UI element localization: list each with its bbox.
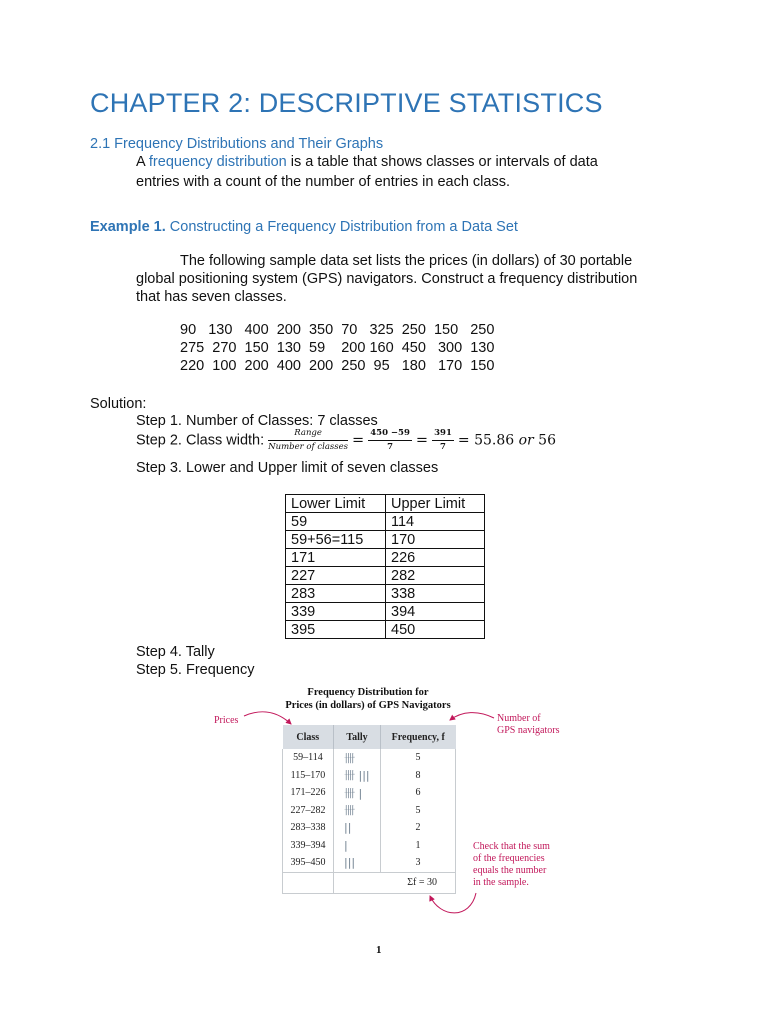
prices-arrow xyxy=(244,712,291,724)
fraction-numerator: 450 −59 xyxy=(368,428,412,441)
class-cell: 283–338 xyxy=(290,822,326,834)
frequency-cell: 2 xyxy=(381,819,456,837)
tally-cell: 卌 xyxy=(334,802,381,820)
frequency-cell: 3 xyxy=(381,854,456,872)
solution-label: Solution: xyxy=(90,396,147,412)
frequency-cell: 5 xyxy=(381,749,456,767)
step-3: Step 3. Lower and Upper limit of seven classes xyxy=(136,460,439,476)
section-heading: 2.1 Frequency Distributions and Their Graphs xyxy=(90,136,384,152)
figure-title-line-2: Prices (in dollars) of GPS Navigators xyxy=(285,700,451,711)
lower-limit-cell: 227 xyxy=(286,567,386,585)
page-number: 1 xyxy=(376,944,382,956)
example-paragraph-line-3: that has seven classes. xyxy=(136,289,287,305)
lower-limit-cell: 59 xyxy=(286,513,386,531)
lower-limit-cell: 171 xyxy=(286,549,386,567)
tally-cell: 卌 | xyxy=(334,784,381,802)
fraction-denominator: 7 xyxy=(387,442,394,452)
definition-rest-1: is a table that shows classes or intervals of data xyxy=(286,154,598,170)
class-cell: 171–226 xyxy=(290,787,326,799)
freq-header-frequency: Frequency, f xyxy=(381,725,456,749)
limits-header-lower: Lower Limit xyxy=(286,495,386,513)
class-cell: 115–170 xyxy=(290,769,326,781)
data-row-1: 90 130 400 200 350 70 325 250 150 250 xyxy=(180,322,495,338)
frequency-cell: 1 xyxy=(381,837,456,855)
prices-annotation: Prices xyxy=(214,715,239,726)
lower-limit-cell: 395 xyxy=(286,621,386,639)
example-paragraph-line-1: The following sample data set lists the prices (in dollars) of 30 portable xyxy=(180,253,633,269)
upper-limit-cell: 338 xyxy=(386,585,485,603)
number-annotation-line-1: Number of xyxy=(497,713,541,724)
lower-limit-cell: 59+56=115 xyxy=(286,531,386,549)
example-paragraph-line-2: global positioning system (GPS) navigators. Construct a frequency distribution xyxy=(136,271,638,287)
equals-sign: = xyxy=(415,432,429,449)
fraction-denominator: 7 xyxy=(440,442,446,452)
freq-header-class: Class xyxy=(283,725,334,749)
number-arrow xyxy=(450,713,494,720)
check-annotation-line-2: of the frequencies xyxy=(473,853,545,864)
step-2-label: Step 2. Class width: xyxy=(136,432,269,449)
check-arrow xyxy=(430,893,476,913)
equals-sign: = xyxy=(352,432,365,449)
figure-title-line-1: Frequency Distribution for xyxy=(307,687,429,698)
check-annotation-line-3: equals the number xyxy=(473,865,547,876)
lower-limit-cell: 339 xyxy=(286,603,386,621)
tally-cell: 卌 ||| xyxy=(334,767,381,785)
example-title: Constructing a Frequency Distribution from a Data Set xyxy=(165,219,518,235)
example-label: Example 1. xyxy=(90,219,166,235)
frequency-cell: 6 xyxy=(381,784,456,802)
frequency-cell: 8 xyxy=(381,767,456,785)
class-width-value: = 55.86 xyxy=(457,432,519,449)
class-cell: 227–282 xyxy=(290,804,326,816)
or-word: or xyxy=(518,432,534,449)
upper-limit-cell: 282 xyxy=(386,567,485,585)
fraction-numerator: Range xyxy=(268,428,348,441)
step-4: Step 4. Tally xyxy=(136,644,215,660)
tally-cell: | xyxy=(334,837,381,855)
tally-cell: || xyxy=(334,819,381,837)
class-width-rounded: 56 xyxy=(533,432,556,449)
definition-line-2: entries with a count of the number of entries in each class. xyxy=(136,174,510,190)
class-cell: 395–450 xyxy=(290,857,326,869)
data-row-2: 275 270 150 130 59 200 160 450 300 130 xyxy=(180,340,495,356)
upper-limit-cell: 394 xyxy=(386,603,485,621)
definition-term: frequency distribution xyxy=(148,154,287,170)
lower-limit-cell: 283 xyxy=(286,585,386,603)
upper-limit-cell: 226 xyxy=(386,549,485,567)
freq-header-tally: Tally xyxy=(334,725,381,749)
number-annotation-line-2: GPS navigators xyxy=(497,725,560,736)
fraction-numerator: 391 xyxy=(432,428,454,441)
upper-limit-cell: 170 xyxy=(386,531,485,549)
step-1: Step 1. Number of Classes: 7 classes xyxy=(136,413,378,429)
tally-cell: ||| xyxy=(334,854,381,872)
frequency-sum: Σf = 30 xyxy=(334,872,456,893)
upper-limit-cell: 114 xyxy=(386,513,485,531)
tally-cell: 卌 xyxy=(334,749,381,767)
limits-header-upper: Upper Limit xyxy=(386,495,485,513)
check-annotation-line-4: in the sample. xyxy=(473,877,529,888)
check-annotation-line-1: Check that the sum xyxy=(473,841,550,852)
class-cell: 339–394 xyxy=(290,839,326,851)
definition-prefix: A xyxy=(136,154,149,170)
data-row-3: 220 100 200 400 200 250 95 180 170 150 xyxy=(180,358,495,374)
class-cell: 59–114 xyxy=(293,752,323,764)
chapter-title: CHAPTER 2: DESCRIPTIVE STATISTICS xyxy=(90,88,603,118)
fraction-denominator: Number of classes xyxy=(268,442,349,452)
frequency-cell: 5 xyxy=(381,802,456,820)
step-5: Step 5. Frequency xyxy=(136,662,255,678)
upper-limit-cell: 450 xyxy=(386,621,485,639)
